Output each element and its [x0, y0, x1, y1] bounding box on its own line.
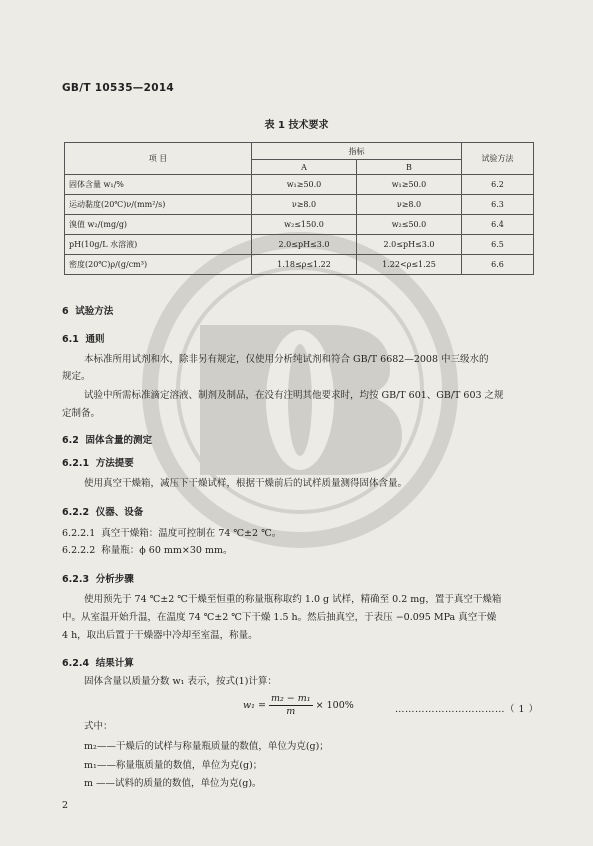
cell-method: 6.5: [462, 235, 534, 255]
where-label: 式中：: [84, 721, 113, 732]
table-row: [65, 255, 534, 275]
cell-item: 溴值 w₂/(mg/g): [65, 215, 252, 235]
cell-a: w₁≥50.0: [252, 175, 357, 195]
section-number: 6.2.4: [62, 658, 90, 669]
header-b: B: [357, 160, 462, 175]
cell-method: 6.2: [462, 175, 534, 195]
section-number: 6.2.1: [62, 458, 90, 469]
section-title: 结果计算: [95, 658, 134, 669]
cell-method: 6.4: [462, 215, 534, 235]
section-6-1-heading: [62, 331, 104, 345]
technical-requirements-table: [64, 142, 534, 275]
cell-a: 2.0≤pH≤3.0: [252, 235, 357, 255]
item-number: 6.2.2.1: [62, 528, 96, 539]
item-text: 称量瓶：ϕ 60 mm×30 mm。: [101, 545, 233, 556]
cell-method: 6.3: [462, 195, 534, 215]
cell-a: w₂≤150.0: [252, 215, 357, 235]
item-text: 真空干燥箱：温度可控制在 74 ℃±2 ℃。: [101, 528, 282, 539]
cell-b: ν≥8.0: [357, 195, 462, 215]
table-row: [65, 195, 534, 215]
header-indicator: 指标: [252, 143, 462, 160]
item-number: 6.2.2.2: [62, 545, 96, 556]
section-number: 6: [62, 306, 69, 317]
section-6-2-3-heading: [62, 571, 134, 585]
formula-rhs: × 100%: [315, 700, 354, 711]
cell-a: ν≥8.0: [252, 195, 357, 215]
cell-item: pH(10g/L 水溶液): [65, 235, 252, 255]
standard-code: GB/T 10535—2014: [62, 82, 175, 94]
list-item: [62, 526, 281, 541]
page-number: 2: [62, 800, 69, 811]
formula-denominator: m: [286, 706, 296, 717]
variable-definition: m₁——称量瓶质量的数值，单位为克(g)；: [84, 760, 263, 771]
list-item: [62, 543, 233, 558]
table-row: [65, 235, 534, 255]
equation-number: ……………………………（ 1 ）: [395, 704, 539, 715]
table-row: [65, 215, 534, 235]
section-number: 6.2: [62, 435, 79, 446]
section-number: 6.2.2: [62, 507, 90, 518]
section-6-heading: [62, 303, 113, 317]
section-number: 6.1: [62, 334, 79, 345]
header-a: A: [252, 160, 357, 175]
section-title: 试验方法: [75, 306, 114, 317]
table-header-row: [65, 143, 534, 160]
formula-1: [243, 693, 354, 718]
paragraph-line: 规定。: [62, 371, 91, 382]
section-title: 分析步骤: [95, 574, 134, 585]
paragraph-line: 试验中所需标准滴定溶液、制剂及制品，在没有注明其他要求时，均按 GB/T 601、GB/T 603 之规: [84, 390, 504, 401]
formula-fraction: [269, 693, 313, 718]
cell-method: 6.6: [462, 255, 534, 275]
header-method: 试验方法: [462, 143, 534, 175]
section-number: 6.2.3: [62, 574, 90, 585]
paragraph-line: 固体含量以质量分数 w₁ 表示，按式(1)计算：: [84, 676, 277, 687]
paragraph-line: 中。从室温开始升温，在温度 74 ℃±2 ℃下干燥 1.5 h。然后抽真空，于表压 −0.095 MPa 真空干燥: [62, 612, 497, 623]
paragraph-line: 4 h，取出后置于干燥器中冷却至室温，称量。: [62, 630, 258, 641]
section-title: 通则: [85, 334, 105, 345]
paragraph-line: 定制备。: [62, 408, 101, 419]
section-6-2-1-heading: [62, 455, 134, 469]
cell-b: 2.0≤pH≤3.0: [357, 235, 462, 255]
paragraph-line: 使用预先于 74 ℃±2 ℃干燥至恒重的称量瓶称取约 1.0 g 试样，精确至 0.2 mg，置于真空干燥箱: [84, 594, 502, 605]
paragraph-line: 本标准所用试剂和水，除非另有规定，仅使用分析纯试剂和符合 GB/T 6682—2008 中三级水的: [84, 354, 489, 365]
section-title: 固体含量的测定: [85, 435, 152, 446]
cell-item: 运动黏度(20℃)ν/(mm²/s): [65, 195, 252, 215]
cell-a: 1.18≤ρ≤1.22: [252, 255, 357, 275]
variable-definition: m ——试料的质量的数值，单位为克(g)。: [84, 778, 262, 789]
section-6-2-4-heading: [62, 655, 134, 669]
section-6-2-heading: [62, 432, 152, 446]
section-title: 仪器、设备: [95, 507, 144, 518]
cell-b: 1.22<ρ≤1.25: [357, 255, 462, 275]
variable-definition: m₂——干燥后的试样与称量瓶质量的数值，单位为克(g)；: [84, 741, 329, 752]
cell-item: 固体含量 w₁/%: [65, 175, 252, 195]
cell-b: w₁≥50.0: [357, 175, 462, 195]
table-row: [65, 175, 534, 195]
paragraph-line: 使用真空干燥箱，减压下干燥试样，根据干燥前后的试样质量测得固体含量。: [84, 478, 408, 489]
formula-lhs: w₁ =: [243, 700, 266, 711]
section-6-2-2-heading: [62, 504, 143, 518]
section-title: 方法提要: [95, 458, 134, 469]
cell-item: 密度(20℃)ρ/(g/cm³): [65, 255, 252, 275]
header-item: 项 目: [65, 143, 252, 175]
cell-b: w₂≤50.0: [357, 215, 462, 235]
formula-numerator: m₂ − m₁: [270, 693, 311, 704]
table-title: 表 1 技术要求: [264, 120, 329, 131]
